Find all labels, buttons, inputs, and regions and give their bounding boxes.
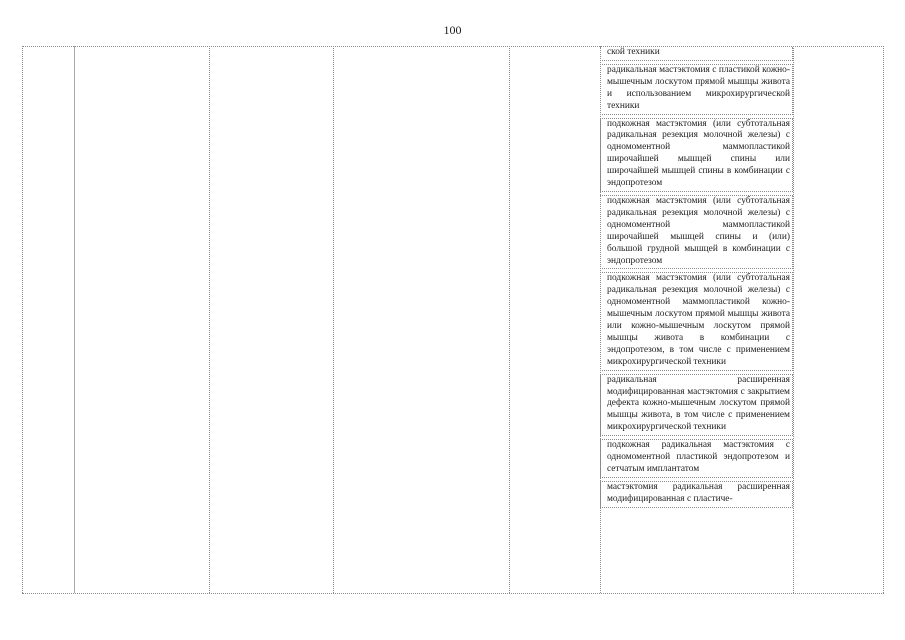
method-cell: подкожная мастэктомия (или субтотальная радикальная резекция молочной железы) с одномоментной маммопластикой широчайшей мышцей спины или широчайшей мышцей спины в комбинации с эндопротезом (600, 118, 793, 192)
method-cell: ской техники (600, 47, 793, 61)
table-column-divider (333, 46, 334, 593)
method-cell: радикальная расширенная модифицированная мастэктомия с закрытием дефекта кожно-мышечным лоскутом прямой мышцы живота, в том числе с применением микрохирургической техники (600, 374, 793, 437)
method-cell: подкожная мастэктомия (или субтотальная радикальная резекция молочной железы) с одномоментной маммопластикой широчайшей мышцей спины и (или) большой грудной мышцей в комбинации с эндопротезом (600, 195, 793, 269)
table-column-divider (509, 46, 510, 593)
method-cell: подкожная радикальная мастэктомия с одномоментной пластикой эндопротезом и сетчатым имплантатом (600, 439, 793, 478)
table-column-divider (883, 46, 884, 593)
table-column-divider (22, 46, 23, 593)
method-cell: радикальная мастэктомия с пластикой кожно-мышечным лоскутом прямой мышцы живота и использованием микрохирургической техники (600, 64, 793, 115)
treatment-methods-column (600, 47, 793, 592)
table-column-divider (209, 46, 210, 593)
method-cell: подкожная мастэктомия (или субтотальная радикальная резекция молочной железы) с одномоментной маммопластикой кожно-мышечным лоскутом прямой мышцы живота или кожно-мышечным лоскутом прямой мышцы живота в комбинации с эндопротезом, в том числе с применением микрохирургической техники (600, 272, 793, 370)
method-cell: мастэктомия радикальная расширенная модифицированная с пластиче- (600, 481, 793, 508)
page-number: 100 (443, 23, 462, 37)
table-column-divider (793, 46, 794, 593)
table-column-divider (74, 46, 75, 593)
